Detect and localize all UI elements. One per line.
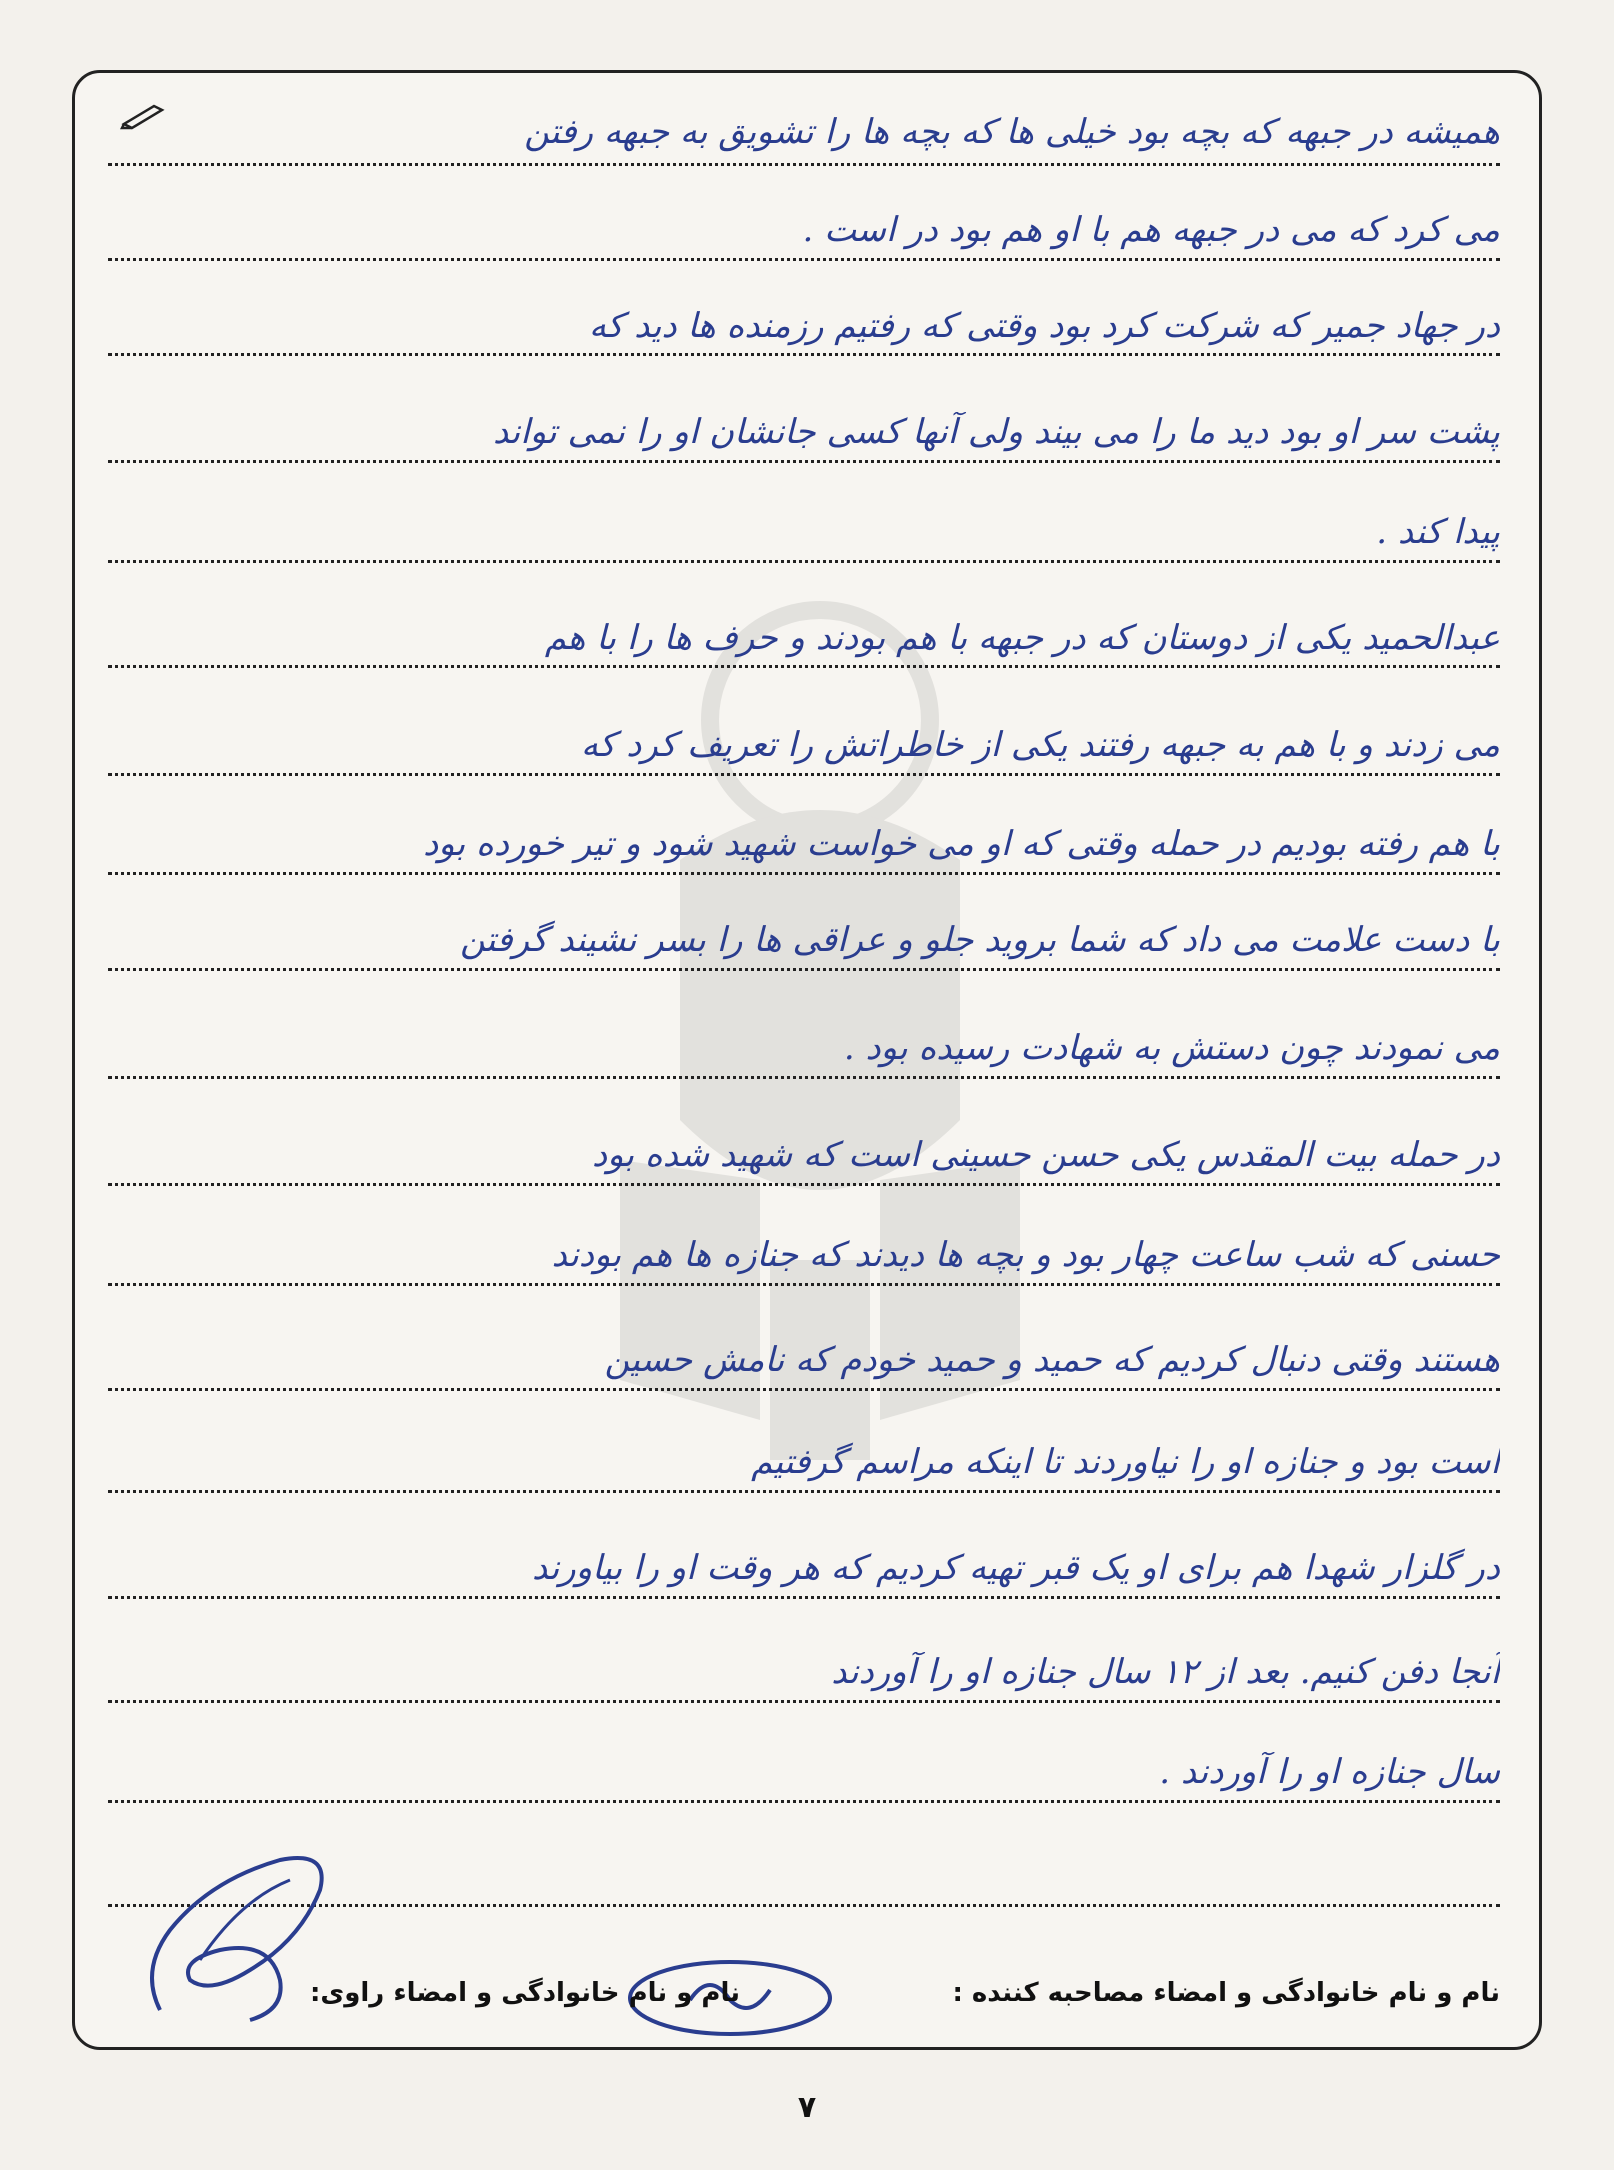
handwritten-line: همیشه در جبهه که بچه بود خیلی ها که بچه ها را تشویق به جبهه رفتن (524, 112, 1500, 152)
rule-line (108, 1388, 1500, 1391)
rule-line (108, 1183, 1500, 1186)
handwritten-line: آنجا دفن کنیم. بعد از ۱۲ سال جنازه او را آوردند (831, 1652, 1500, 1692)
interviewer-signature-label: نام و نام خانوادگی و امضاء مصاحبه کننده : (952, 1978, 1500, 2008)
narrator-signature-label: نام و نام خانوادگی و امضاء راوی: (310, 1978, 740, 2008)
rule-line (108, 560, 1500, 563)
rule-line (108, 258, 1500, 261)
rule-line (108, 163, 1500, 166)
rule-line (108, 353, 1500, 356)
handwritten-line: پیدا کند . (1376, 512, 1500, 552)
rule-line (108, 1596, 1500, 1599)
handwritten-line: هستند وقتی دنبال کردیم که حمید و حمید خودم که نامش حسین (604, 1340, 1500, 1380)
handwritten-line: در جهاد جمیر که شرکت کرد بود وقتی که رفتیم رزمنده ها دید که (588, 306, 1500, 346)
handwritten-line: پشت سر او بود دید ما را می بیند ولی آنها کسی جانشان او را نمی تواند (492, 412, 1500, 452)
handwritten-line: در گلزار شهدا هم برای او یک قبر تهیه کردیم که هر وقت او را بیاورند (532, 1548, 1500, 1588)
rule-line (108, 773, 1500, 776)
handwritten-line: سال جنازه او را آوردند . (1159, 1752, 1500, 1792)
handwritten-line: می نمودند چون دستش به شهادت رسیده بود . (843, 1028, 1500, 1068)
rule-line (108, 1700, 1500, 1703)
handwritten-line: با هم رفته بودیم در حمله وقتی که او می خواست شهید شود و تیر خورده بود (423, 824, 1500, 864)
handwritten-line: با دست علامت می داد که شما بروید جلو و عراقی ها را بسر نشیند گرفتن (460, 920, 1500, 960)
rule-line (108, 968, 1500, 971)
handwritten-line: حسنی که شب ساعت چهار بود و بچه ها دیدند که جنازه ها هم بودند (551, 1235, 1500, 1275)
signature-footer (108, 1960, 1500, 2010)
rule-line (108, 460, 1500, 463)
handwritten-line: است بود و جنازه او را نیاوردند تا اینکه مراسم گرفتیم (751, 1442, 1500, 1482)
handwritten-line: می زدند و با هم به جبهه رفتند یکی از خاطراتش را تعریف کرد که (581, 725, 1500, 765)
rule-line (108, 1076, 1500, 1079)
rule-line (108, 872, 1500, 875)
handwritten-line: عبدالحمید یکی از دوستان که در جبهه با هم بودند و حرف ها را با هم (544, 618, 1500, 658)
rule-line (108, 1904, 1500, 1907)
page-number: ۷ (797, 2090, 817, 2125)
rule-line (108, 665, 1500, 668)
handwritten-line: می کرد که می در جبهه هم با او هم بود در است . (802, 210, 1500, 250)
rule-line (108, 1490, 1500, 1493)
handwritten-line: در حمله بیت المقدس یکی حسن حسینی است که شهید شده بود (591, 1135, 1500, 1175)
rule-line (108, 1800, 1500, 1803)
rule-line (108, 1283, 1500, 1286)
